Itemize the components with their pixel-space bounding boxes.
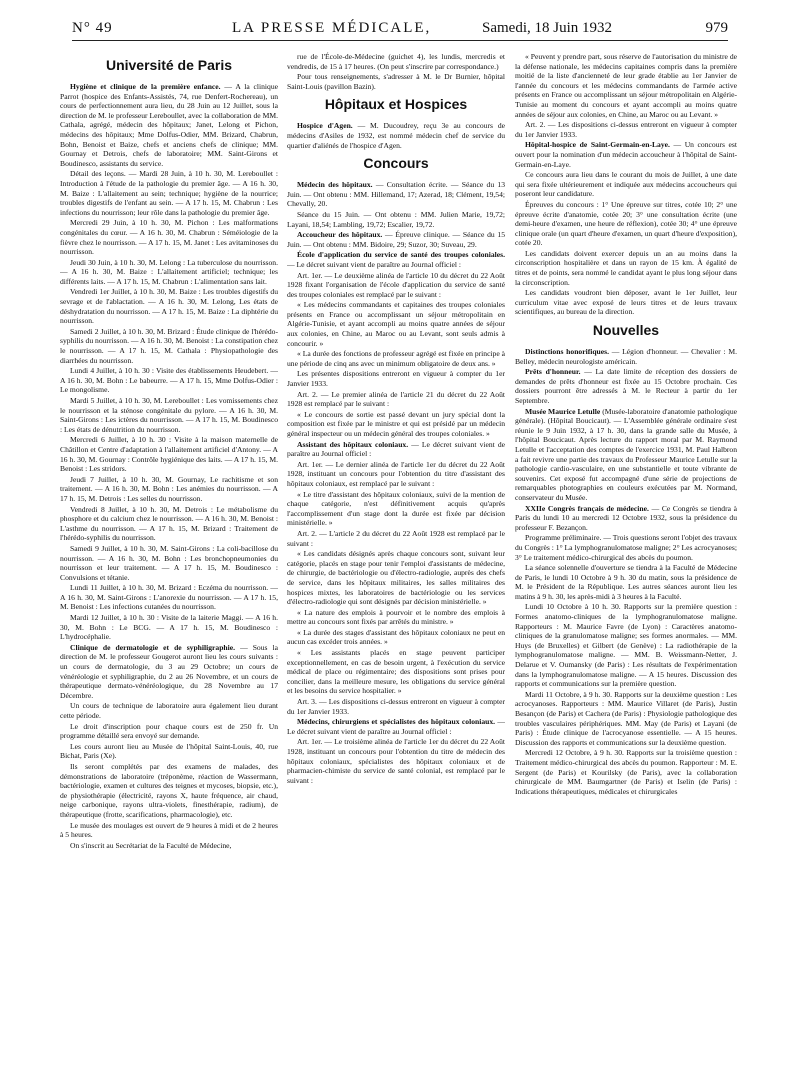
paragraph: Art. 1er. — Le deuxième alinéa de l'article 10 du décret du 22 Août 1928 fixant l'organisation de l'école d'application du service de santé des troupes coloniales est remplacé par le suivant : bbox=[287, 270, 505, 299]
paragraph: Jeudi 30 Juin, à 10 h. 30, M. Lelong : La tuberculose du nourrisson. — A 16 h. 30, M. Baize : L'allaitement artificiel; technique; les différents laits. — A 17 h. 15, M. Chabrun : L'alimentation sans lait. bbox=[60, 257, 278, 286]
paragraph: Assistant des hôpitaux coloniaux. — Le décret suivant vient de paraître au Journal officiel : bbox=[287, 439, 505, 459]
paragraph: « La durée des stages d'assistant des hôpitaux coloniaux ne peut en aucun cas excéder trois années. » bbox=[287, 627, 505, 647]
paragraph: Art. 2. — L'article 2 du décret du 22 Août 1928 est remplacé par le suivant : bbox=[287, 528, 505, 548]
paragraph: Prêts d'honneur. — La date limite de réception des dossiers de demandes de prêts d'honneur est fixée au 15 Octobre prochain. Ces dossiers pourront être adressés à M. le Recteur à partir du 1er Septembre. bbox=[515, 367, 737, 405]
paragraph: Hygiène et clinique de la première enfance. — A la clinique Parrot (hospice des Enfants-Assistés, 74, rue Denfert-Rochereau), un cours de perfectionnement aura lieu, du 28 Juin au 12 Juillet, sous la direction de M. le professeur Lereboullet, avec la collaboration de MM. Cathala, agrégé, médecin des hôpitaux; Janet, Lelong et Pichon, médecins des hôpitaux; Mme Dolfus-Odier, MM. Brizard, Chabrun, Bohn, Benoist et Baize, chefs et anciens chefs de clinique; MM. Gournay et Detrois, chefs de laboratoire; MM. Saint-Girons et Boudinesco, assistants du service. bbox=[60, 82, 278, 168]
paragraph: Mercredi 29 Juin, à 10 h. 30, M. Pichon : Les malformations congénitales du cœur. — A 16 h. 30, M. Chabrun : Séméiologie de la fièvre chez le nourrisson. — A 17 h. 15, M. Janet : Les avitaminoses du nourrisson. bbox=[60, 218, 278, 257]
paragraph: Pour tous renseignements, s'adresser à M. le Dr Burnier, hôpital Saint-Louis (pavillon Bazin). bbox=[287, 72, 505, 91]
paragraph: École d'application du service de santé des troupes coloniales. — Le décret suivant vient de paraître au Journal officiel : bbox=[287, 250, 505, 269]
paragraph: Hospice d'Agen. — M. Ducoudrey, reçu 3e au concours de médecins d'Asiles de 1932, est nommé médecin chef de service du quartier d'aliénés de l'hospice d'Agen. bbox=[287, 121, 505, 150]
paragraph: Mardi 5 Juillet, à 10 h. 30, M. Lereboullet : Les vomissements chez le nourrisson et la sténose congénitale du pylore. — A 16 h. 30, M. Saint-Girons : Les ictères du nourrisson. — A 17 h. 15, M. Boudinesco : Les états de dénutrition du nourrisson. bbox=[60, 396, 278, 434]
paragraph: Ils seront complétés par des examens de malades, des démonstrations de laboratoire (tréponème, réaction de Wassermann, bactériologie, examen et cultures des teignes et mycoses, biopsie, etc.), de physiothérapie (électricité, rayons X, haute fréquence, air chaud, neige carbonique, rayons ultra-violets, finesthérapie, radium), de thérapeutique (frotte, scarifications, pharmacologie), etc. bbox=[60, 761, 278, 819]
paragraph: Épreuves du concours : 1° Une épreuve sur titres, cotée 10; 2° une épreuve écrite d'anatomie, cotée 20; 3° une consultation écrite (une demi-heure d'examen, une heure de réflexion), cotée 30; 4° une épreuve clinique orale (un quart d'heure d'examen, un quart d'heure d'exposition), cotée 20. bbox=[515, 199, 737, 248]
paragraph: Art. 2. — Le premier alinéa de l'article 21 du décret du 22 Août 1928 est remplacé par le suivant : bbox=[287, 389, 505, 409]
paragraph: « La nature des emplois à pourvoir et le nombre des emplois à mettre au concours sont fixés par arrêtés du ministre. » bbox=[287, 607, 505, 627]
paragraph: Programme préliminaire. — Trois questions seront l'objet des travaux du Congrès : 1° La lymphogranulomatose maligne; 2° Les acrocyanoses; 3° Le traitement médico-chirurgical des abcès du poumon. bbox=[515, 533, 737, 562]
paragraph: Samedi 9 Juillet, à 10 h. 30, M. Saint-Girons : La coli-bacillose du nourrisson. — A 16 h. 30, M. Bohn : Les bronchopneumonies du nourrisson et leur traitement. — A 17 h. 15, M. Boudinesco : Convulsions et tétanie. bbox=[60, 543, 278, 582]
paragraph: Jeudi 7 Juillet, à 10 h. 30, M. Gournay, Le rachitisme et son traitement. — A 16 h. 30, M. Bohn : Les anémies du nourrisson. — A 17 h. 15, M. Detrois : Les selles du nourrisson. bbox=[60, 474, 278, 503]
subheading: Médecins, chirurgiens et spécialistes des hôpitaux coloniaux. bbox=[297, 717, 496, 727]
subheading: Clinique de dermatologie et de syphiligraphie. bbox=[70, 642, 236, 652]
paragraph: Accoucheur des hôpitaux. — Épreuve clinique. — Séance du 15 Juin. — Ont obtenu : MM. Bidoire, 29; Suzor, 30; Suveau, 29. bbox=[287, 230, 505, 249]
paragraph: Les candidats doivent exercer depuis un an au moins dans la circonscription hospitalière et dans un rayon de 15 km. À égalité de titres et de points, sera nommé le candidat ayant le plus long séjour dans la circonscription. bbox=[515, 248, 737, 287]
subheading: Assistant des hôpitaux coloniaux. bbox=[297, 439, 409, 449]
paragraph: On s'inscrit au Secrétariat de la Faculté de Médecine, bbox=[70, 840, 232, 850]
paragraph: Mardi 11 Octobre, à 9 h. 30. Rapports sur la deuxième question : Les acrocyanoses. Rapporteurs : MM. Maurice Villaret (de Paris), Justin Besançon (de Paris) et Cachera (de Paris) : Physiologie pathologique des troubles vasculaires périphériques. MM. May (de Paris) et Layani (de Paris) : Étude clinique de l'acrocyanose essentielle. — A 15 heures. Discussion des rapports et communications sur la deuxième question. bbox=[515, 689, 737, 747]
paragraph: Les présentes dispositions entreront en vigueur à compter du 1er Janvier 1933. bbox=[287, 369, 505, 389]
paragraph: Les candidats voudront bien déposer, avant le 1er Juillet, leur curriculum vitae avec exposé de leurs titres et de leurs travaux scientifiques, au bureau de la direction. bbox=[515, 288, 737, 317]
subheading: XXIIe Congrès français de médecine. bbox=[525, 503, 649, 513]
paragraph: Le musée des moulages est ouvert de 9 heures à midi et de 2 heures à 5 heures. bbox=[60, 820, 278, 840]
issue-number: N° 49 bbox=[72, 20, 113, 36]
paragraph: Art. 2. — Les dispositions ci-dessus entreront en vigueur à compter du 1er Janvier 1933. bbox=[515, 120, 737, 139]
subheading: Médecin des hôpitaux. bbox=[297, 180, 373, 190]
subheading: Accoucheur des hôpitaux. bbox=[297, 230, 383, 240]
paragraph: Samedi 2 Juillet, à 10 h. 30, M. Brizard : Étude clinique de l'hérédo-syphilis du nourrisson. — A 16 h. 30, M. Benoist : La constipation chez le nourrisson. — A 17 h. 15, M. Cathala : Physiopathologie des diarrhées du nourrisson. bbox=[60, 326, 278, 365]
paragraph: Détail des leçons. — Mardi 28 Juin, à 10 h. 30, M. Lereboullet : Introduction à l'étude de la pathologie du premier âge. — A 16 h. 30, M. Baize : L'allaitement au sein; technique; hygiène de la nourrice; troubles digestifs de l'enfant au sein. — A 17 h. 15, M. Chabrun : Les infections du nourrisson; leur rôle dans la pathologie du premier âge. bbox=[60, 169, 278, 217]
paragraph: Vendredi 8 Juillet, à 10 h. 30, M. Detrois : Le métabolisme du phosphore et du calcium chez le nourrisson. — A 16 h. 30, M. Benoist : L'asthme du nourrisson. — A 17 h. 15, M. Brizard : Traitement de l'hérédo-syphilis du nourrisson. bbox=[60, 504, 278, 543]
paragraph: Le droit d'inscription pour chaque cours est de 250 fr. Un programme détaillé sera envoyé sur demande. bbox=[60, 721, 278, 741]
paragraph: « Peuvent y prendre part, sous réserve de l'autorisation du ministre de la défense nationale, les médecins capitaines compris dans la première moitié de la liste d'ancienneté de leur grade établie au 1er Janvier de l'année du concours et les médecins commandants de l'armée active présents en France ou accomplissant un séjour métropolitain en Algérie-Tunisie au moment du concours et ayant accompli au moins quatre années de séjour aux colonies, en Chine, au Maroc ou au Levant. » bbox=[515, 52, 737, 119]
subheading: Hôpital-hospice de Saint-Germain-en-Laye. bbox=[525, 140, 670, 150]
paragraph: « Les candidats désignés après chaque concours sont, suivant leur catégorie, placés en stage pour tenir l'emploi d'assistants de médecine, de chirurgie, de bactériologie ou d'électro-radiologie, auprès des chefs de service, dans les hôpitaux militaires, les salles militaires des hospices mixtes, les laboratoires de bactériologie ou les services d'électro-radiologie qui sont désignés par décision ministérielle. » bbox=[287, 549, 505, 607]
page-number: 979 bbox=[705, 20, 728, 36]
paragraph: Art. 3. — Les dispositions ci-dessus entreront en vigueur à compter du 1er Janvier 1933. bbox=[287, 697, 505, 716]
paragraph: Mercredi 6 Juillet, à 10 h. 30 : Visite à la maison maternelle de Châtillon et Centre d'adaptation à l'allaitement artificiel d'Antony. — A 16 h. 30, M. Gournay : Contrôle hygiénique des laits. — A 17 h. 15, M. Benoist : Les stridors. bbox=[60, 435, 278, 474]
paragraph: Mardi 12 Juillet, à 10 h. 30 : Visite de la laiterie Maggi. — A 16 h. 30, M. Bohn : Le BCG. — A 17 h. 15, M. Boudinesco : L'hydrocéphalie. bbox=[60, 613, 278, 642]
paragraph: Séance du 15 Juin. — Ont obtenu : MM. Julien Marie, 19,72; Layani, 18,54; Lambling, 19,72; Escalier, 19,72. bbox=[287, 209, 505, 229]
section-title-hopitaux: Hôpitaux et Hospices bbox=[324, 96, 468, 113]
paragraph: « La durée des fonctions de professeur agrégé est fixée en principe à une période de cinq ans avec un minimum obligatoire de deux ans. » bbox=[287, 349, 505, 368]
paragraph: Art. 1er. — Le troisième alinéa de l'article 1er du décret du 22 Août 1928, instituant un concours pour l'obtention du titre de médecin des hôpitaux coloniaux, spécialistes des hôpitaux coloniaux et de pharmacien-chimiste du service de santé colonial, est remplacé par le suivant : bbox=[287, 737, 505, 785]
paragraph: La séance solennelle d'ouverture se tiendra à la Faculté de Médecine de Paris, le lundi 10 Octobre à 9 h. 30 du matin, sous la présidence de M. le Président de la République. Les autres séances auront lieu les matins à 9 h. 30, les après-midi à 3 heures à la Faculté. bbox=[515, 563, 737, 601]
subheading: Hygiène et clinique de la première enfance. bbox=[70, 82, 221, 91]
column-1 bbox=[60, 52, 278, 1062]
paragraph: Lundi 10 Octobre à 10 h. 30. Rapports sur la première question : Formes anatomo-cliniques de la lymphogranulomatose maligne. Rapporteurs : M. Maurice Favre (de Lyon) : Caractères anatomo-cliniques de la granulomatose maligne; ses formes anormales. — MM. Huys (de Bruxelles) et Gilbert (de Genève) : La radiothérapie de la lymphogranulomatose maligne. — MM. B. Weissmann-Netter, J. Delarue et V. Oumansky (de Paris) : Les résultats de l'expérimentation dans la lymphogranulomatose maligne. — A 15 heures. Discussion des rapports et communications sur la première question. bbox=[515, 602, 737, 689]
paragraph: « Le concours de sortie est passé devant un jury spécial dont la composition est fixée par le ministre et qui est présidé par un médecin général inspecteur ou un médecin général des troupes coloniales. » bbox=[287, 409, 505, 438]
paragraph: Mercredi 12 Octobre, à 9 h. 30. Rapports sur la troisième question : Traitement médico-chirurgical des abcès du poumon. Rapporteur : M. E. Sergent (de Paris) et Kourilsky (de Paris), avec la collaboration chirurgicale de MM. Baumgartner (de Paris) et Iselin (de Paris) : Indications thérapeutiques, médicales et chirurgicales bbox=[515, 748, 737, 796]
issue-date: Samedi, 18 Juin 1932 bbox=[482, 20, 612, 36]
subheading: Distinctions honorifiques. bbox=[525, 347, 610, 357]
section-title-universite: Université de Paris bbox=[105, 57, 233, 73]
paragraph: « Le titre d'assistant des hôpitaux coloniaux, suivi de la mention de chaque catégorie, n'est définitivement acquis qu'après l'accomplissement d'un stage dont la durée est fixée par décision ministérielle. » bbox=[287, 489, 505, 528]
paragraph: Art. 1er. — Le dernier alinéa de l'article 1er du décret du 22 Août 1928, instituant un concours pour l'obtention du titre d'assistant des hôpitaux coloniaux, est remplacé par le suivant : bbox=[287, 459, 505, 488]
page-header bbox=[72, 20, 728, 42]
section-title-nouvelles: Nouvelles bbox=[592, 322, 660, 339]
paragraph: Musée Maurice Letulle (Musée-laboratoire d'anatomie pathologique générale). (Hôpital Boucicaut). — L'Assemblée générale ordinaire s'est réunie le 9 Juin 1932, à 17 h. 30, dans la grande salle du Musée, à l'hôpital Boucicaut. Après lecture du rapport moral par M. Raymond Letulle et l'acceptation des comptes de l'exercice 1931, M. Paul Halbron a fait revivre une partie des travaux du Professeur Maurice Letulle sur la pathologie cardio-vasculaire, en une substantielle et toute vibrante de souvenirs. Cet exposé fut accompagné d'une série de projections de remarquables photographies en couleurs exécutées par M. Normand, conservateur du Musée. bbox=[515, 406, 737, 502]
paragraph: Hôpital-hospice de Saint-Germain-en-Laye. — Un concours est ouvert pour la nomination d'un médecin accoucheur à l'hôpital de Saint-Germain-en-Laye. bbox=[515, 140, 737, 169]
paragraph: Médecin des hôpitaux. — Consultation écrite. — Séance du 13 Juin. — Ont obtenu : MM. Hillemand, 17; Azerad, 18; Clément, 19,54; Chevally, 20. bbox=[287, 180, 505, 209]
section-title-concours: Concours bbox=[363, 155, 429, 172]
journal-title: LA PRESSE MÉDICALE, bbox=[232, 20, 432, 36]
paragraph: Clinique de dermatologie et de syphiligraphie. — Sous la direction de M. le professeur Gougerot auront lieu les cours suivants : un cours de dermatologie, du 3 au 29 Octobre; un cours de vénéréologie et syphiligraphie, du 2 au 26 Novembre, et un cours de thérapeutique dermato-vénéréologique, du 28 Novembre au 17 Décembre. bbox=[60, 642, 278, 700]
paragraph: « Les médecins commandants et capitaines des troupes coloniales présents en France ou accomplissant un séjour métropolitain en Algérie-Tunisie, et ayant accompli au moins quatre années de séjour aux colonies, en Chine, au Maroc ou au Levant, sont seuls admis à concourir. » bbox=[287, 300, 505, 348]
subheading: Hospice d'Agen. bbox=[297, 121, 353, 131]
paragraph: Un cours de technique de laboratoire aura également lieu durant cette période. bbox=[60, 701, 278, 720]
paragraph: « Les assistants placés en stage peuvent participer exceptionnellement, en cas de besoin urgent, à l'exécution du service médical de place ou régimentaire; des dispositions sont prises pour concilier, dans la meilleure mesure, les obligations du service général et les besoins du service hospitalier. » bbox=[287, 648, 505, 696]
paragraph: Médecins, chirurgiens et spécialistes des hôpitaux coloniaux. — Le décret suivant vient de paraître au Journal officiel : bbox=[287, 717, 505, 736]
column-3 bbox=[515, 52, 737, 1062]
column-2 bbox=[287, 52, 505, 1062]
header-rule bbox=[72, 40, 728, 41]
subheading: École d'application du service de santé des troupes coloniales. bbox=[297, 250, 505, 260]
paragraph: Lundi 4 Juillet, à 10 h. 30 : Visite des établissements Heudebert. — A 16 h. 30, M. Bohn : Le babeurre. — A 17 h. 15, Mme Dolfus-Odier : Le mongolisme. bbox=[60, 366, 278, 395]
paragraph: Ce concours aura lieu dans le courant du mois de Juillet, à une date qui sera fixée ultérieurement et indiquée aux médecins accoucheurs qui poseront leur candidature. bbox=[515, 170, 737, 199]
subheading: Musée Maurice Letulle bbox=[525, 406, 601, 416]
subheading: Prêts d'honneur. bbox=[525, 367, 581, 377]
paragraph: Distinctions honorifiques. — Légion d'honneur. — Chevalier : M. Belley, médecin neurologiste américain. bbox=[515, 347, 737, 366]
paragraph: XXIIe Congrès français de médecine. — Ce Congrès se tiendra à Paris du lundi 10 au mercredi 12 Octobre 1932, sous la présidence du professeur F. Bezançon. bbox=[515, 503, 737, 532]
paragraph: Lundi 11 Juillet, à 10 h. 30, M. Brizard : Eczéma du nourrisson. — A 16 h. 30, M. Saint-Girons : L'anorexie du nourrisson. — A 17 h. 15, M. Benoist : Les infections cutanées du nourrisson. bbox=[60, 583, 278, 612]
paragraph: Les cours auront lieu au Musée de l'hôpital Saint-Louis, 40, rue Bichat, Paris (Xe). bbox=[60, 741, 278, 761]
paragraph: Vendredi 1er Juillet, à 10 h. 30, M. Baize : Les troubles digestifs du sevrage et de l'ablactation. — A 16 h. 30, M. Lelong, Les états de déshydratation du nourrisson. — A 17 h. 15, M. Baize : La diphtérie du nourrisson. bbox=[60, 287, 278, 326]
paragraph: rue de l'École-de-Médecine (guichet 4), les lundis, mercredis et vendredis, de 15 à 17 heures. (On peut s'inscrire par correspondance.) bbox=[287, 52, 505, 71]
